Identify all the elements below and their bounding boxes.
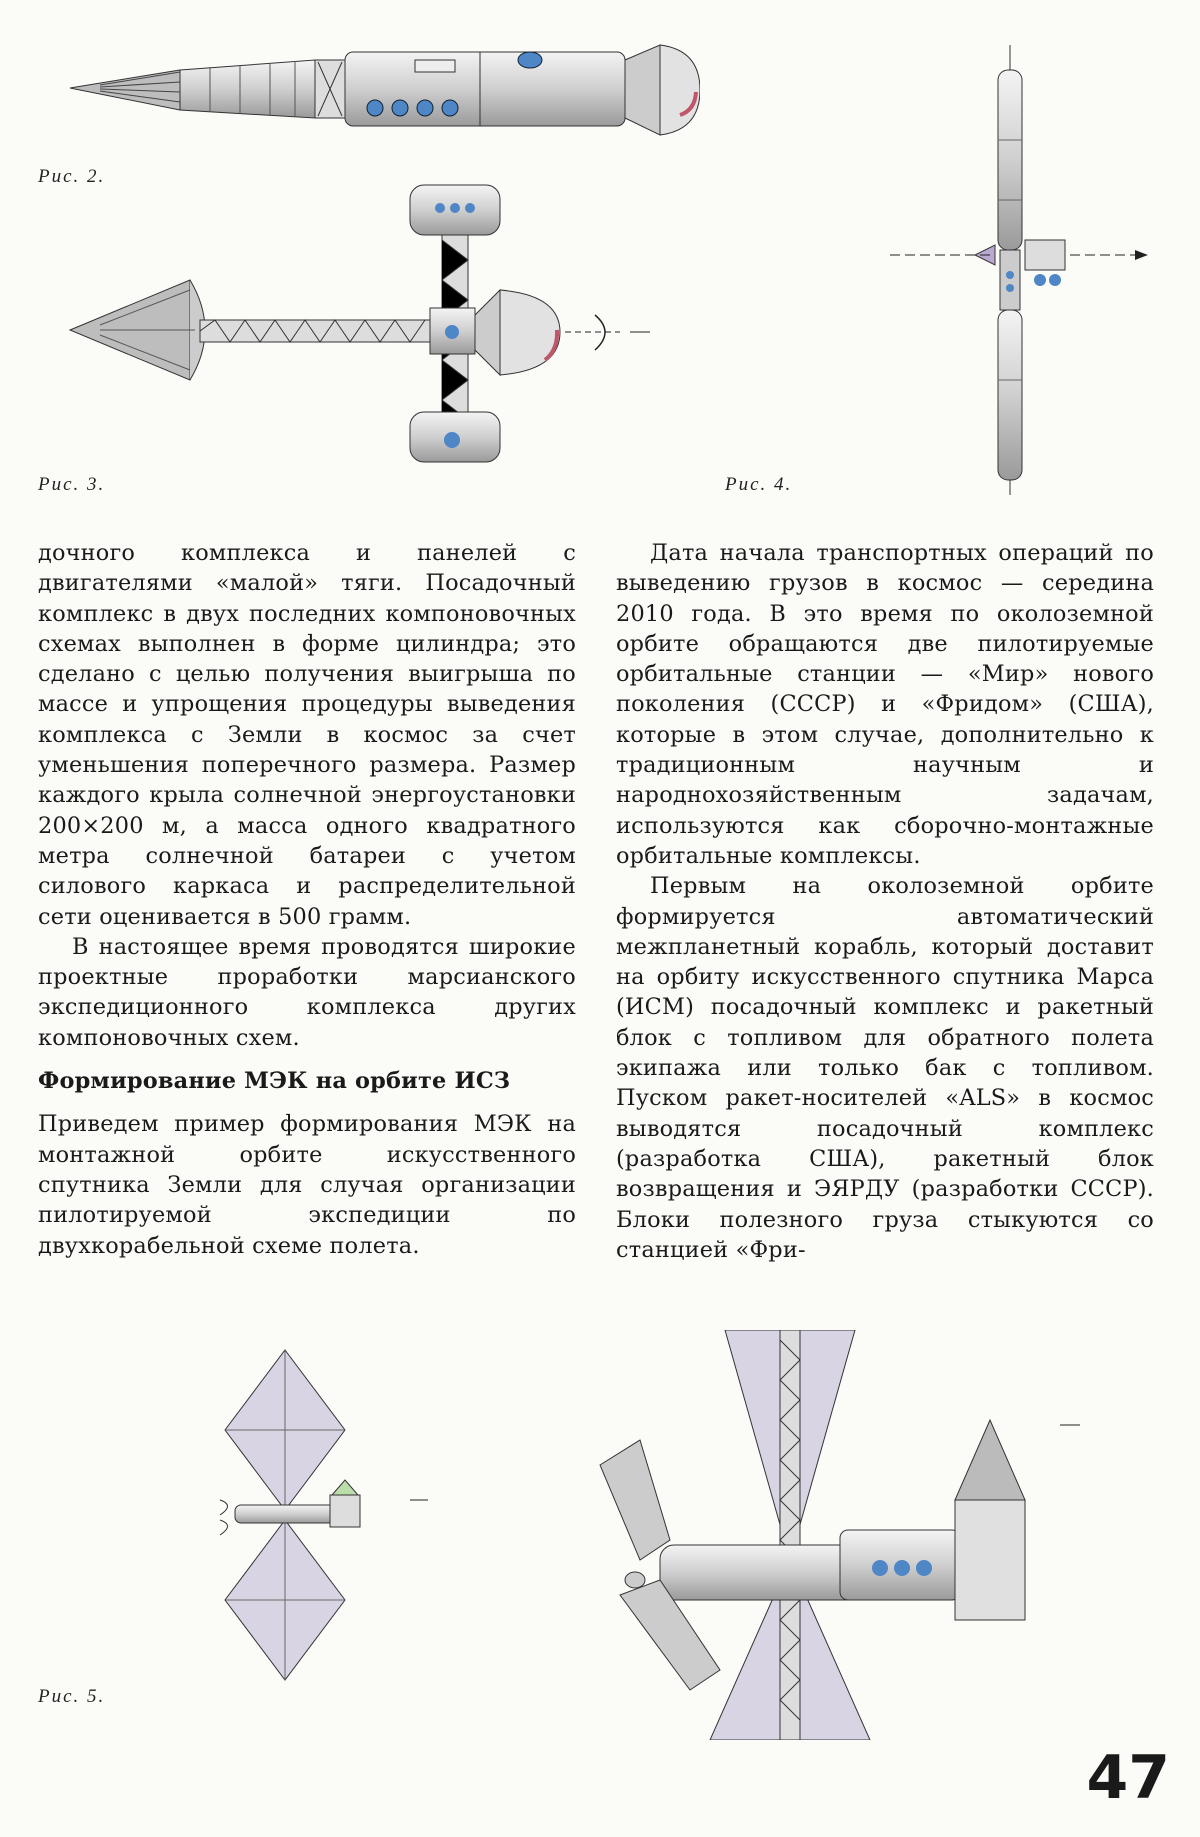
right-paragraph-2: Первым на околоземной орбите формируется автоматический межпланетный корабль, который доставит на орбиту искусственного спутника Марса (ИСМ) посадочный комплекс и ракетный блок с топливом для обратного полета экипажа или только бак с топливом. Пуском ракет-носителей «ALS» в космос выводятся посадочный комплекс (разработка США), ракетный блок возвращения и ЭЯРДУ (разработки СССР). Блоки полезного груза стыкуются со станцией «Фри-	[616, 873, 1154, 1263]
left-paragraph-2: В настоящее время проводятся широкие проектные проработки марсианского экспедиционного комплекса других компоновочных схем.	[38, 933, 576, 1051]
figure-5-small-spacecraft	[200, 1340, 460, 1700]
left-text-column	[38, 538, 576, 1261]
figure-3-spacecraft	[60, 180, 660, 470]
right-paragraph-1: Дата начала транспортных операций по выведению грузов в космос — середина 2010 года. В это время по околоземной орбите обращаются две пилотируемые орбитальные станции — «Мир» нового поколения (СССР) и «Фридом» (США), которые в этом случае, дополнительно к традиционным научным и народнохозяйственным задачам, используются как сборочно-монтажные орбитальные комплексы.	[616, 540, 1154, 869]
figure-4-caption: Рис. 4.	[725, 474, 793, 495]
right-text-column	[616, 538, 1154, 1265]
left-paragraph-1: дочного комплекса и панелей с двигателями «малой» тяги. Посадочный комплекс в двух последних компоновочных схемах выполнен в форме цилиндра; это сделано с целью получения выигрыша по массе и упрощения процедуры выведения комплекса с Земли в космос за счет уменьшения поперечного размера. Размер каждого крыла солнечной энергоустановки 200×200 м, а масса одного квадратного метра солнечной батареи с учетом силового каркаса и распределительной сети оценивается в 500 грамм.	[38, 540, 576, 930]
page-number: 47	[1086, 1743, 1170, 1813]
figure-5-large-spacecraft	[580, 1330, 1100, 1740]
left-paragraph-3: Приведем пример формирования МЭК на монтажной орбите искусственного спутника Земли для случая организации пилотируемой экспедиции по двухкорабельной схеме полета.	[38, 1111, 576, 1259]
figure-3-caption: Рис. 3.	[38, 474, 106, 495]
figure-2-caption: Рис. 2.	[38, 166, 106, 187]
figure-2-spacecraft	[60, 30, 700, 160]
figure-4-spacecraft	[880, 40, 1180, 500]
section-heading: Формирование МЭК на орбите ИСЗ	[38, 1068, 511, 1095]
figure-5-caption: Рис. 5.	[38, 1686, 106, 1707]
